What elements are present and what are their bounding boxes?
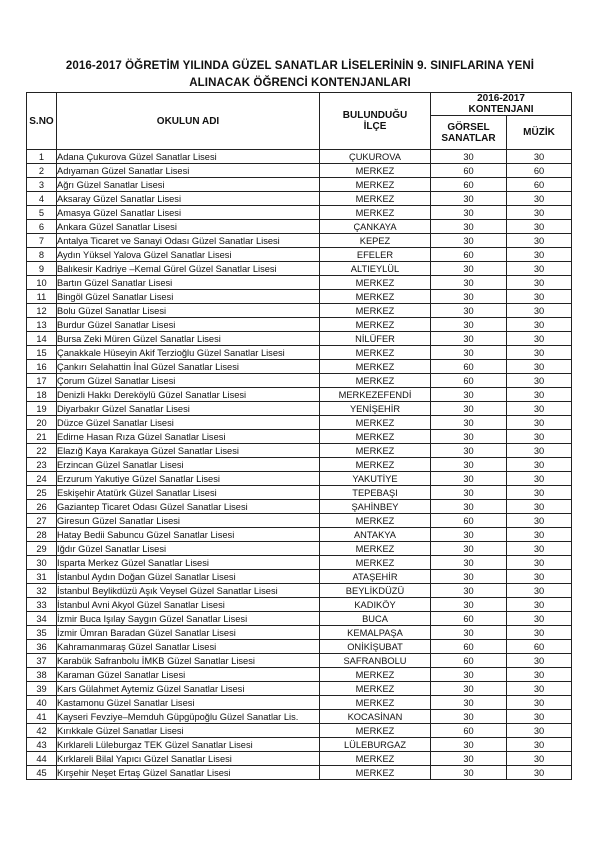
school-name: Ankara Güzel Sanatlar Lisesi: [57, 220, 320, 234]
music-quota: 30: [507, 542, 572, 556]
table-row: [27, 458, 572, 472]
table-row: [27, 514, 572, 528]
visual-arts-quota: 30: [431, 150, 507, 164]
music-quota: 30: [507, 234, 572, 248]
row-number: 34: [27, 612, 57, 626]
visual-arts-quota: 30: [431, 696, 507, 710]
row-number: 31: [27, 570, 57, 584]
school-name: Isparta Merkez Güzel Sanatlar Lisesi: [57, 556, 320, 570]
school-name: Diyarbakır Güzel Sanatlar Lisesi: [57, 402, 320, 416]
music-quota: 30: [507, 584, 572, 598]
district-name: KADIKÖY: [320, 598, 431, 612]
school-name: Ağrı Güzel Sanatlar Lisesi: [57, 178, 320, 192]
row-number: 5: [27, 206, 57, 220]
district-name: MERKEZ: [320, 668, 431, 682]
visual-arts-quota: 30: [431, 388, 507, 402]
school-name: İstanbul Beylikdüzü Aşık Veysel Güzel Sanatlar Lisesi: [57, 584, 320, 598]
visual-arts-quota: 30: [431, 668, 507, 682]
district-name: YAKUTİYE: [320, 472, 431, 486]
district-name: ÇUKUROVA: [320, 150, 431, 164]
music-quota: 30: [507, 472, 572, 486]
district-name: MERKEZ: [320, 430, 431, 444]
school-name: Giresun Güzel Sanatlar Lisesi: [57, 514, 320, 528]
visual-arts-quota: 60: [431, 248, 507, 262]
district-name: MERKEZ: [320, 206, 431, 220]
table-row: [27, 626, 572, 640]
row-number: 44: [27, 752, 57, 766]
row-number: 22: [27, 444, 57, 458]
row-number: 40: [27, 696, 57, 710]
header-sno: S.NO: [27, 93, 57, 150]
music-quota: 30: [507, 150, 572, 164]
school-name: Kırklareli Bilal Yapıcı Güzel Sanatlar Lisesi: [57, 752, 320, 766]
quota-table: [26, 92, 572, 780]
music-quota: 30: [507, 388, 572, 402]
district-name: LÜLEBURGAZ: [320, 738, 431, 752]
row-number: 25: [27, 486, 57, 500]
school-name: Çorum Güzel Sanatlar Lisesi: [57, 374, 320, 388]
school-name: Düzce Güzel Sanatlar Lisesi: [57, 416, 320, 430]
row-number: 1: [27, 150, 57, 164]
district-name: MERKEZ: [320, 542, 431, 556]
music-quota: 60: [507, 164, 572, 178]
visual-arts-quota: 30: [431, 542, 507, 556]
visual-arts-quota: 30: [431, 458, 507, 472]
school-name: Kastamonu Güzel Sanatlar Lisesi: [57, 696, 320, 710]
row-number: 35: [27, 626, 57, 640]
table-row: [27, 248, 572, 262]
district-name: MERKEZ: [320, 416, 431, 430]
visual-arts-quota: 30: [431, 234, 507, 248]
table-row: [27, 178, 572, 192]
visual-arts-quota: 60: [431, 724, 507, 738]
visual-arts-quota: 30: [431, 332, 507, 346]
visual-arts-quota: 60: [431, 514, 507, 528]
music-quota: 30: [507, 192, 572, 206]
school-name: Erzincan Güzel Sanatlar Lisesi: [57, 458, 320, 472]
visual-arts-quota: 30: [431, 682, 507, 696]
visual-arts-quota: 30: [431, 486, 507, 500]
visual-arts-quota: 30: [431, 752, 507, 766]
district-name: MERKEZEFENDİ: [320, 388, 431, 402]
music-quota: 30: [507, 654, 572, 668]
school-name: Iğdır Güzel Sanatlar Lisesi: [57, 542, 320, 556]
table-row: [27, 332, 572, 346]
music-quota: 30: [507, 458, 572, 472]
table-row: [27, 388, 572, 402]
district-name: MERKEZ: [320, 276, 431, 290]
row-number: 21: [27, 430, 57, 444]
school-name: Bolu Güzel Sanatlar Lisesi: [57, 304, 320, 318]
school-name: Erzurum Yakutiye Güzel Sanatlar Lisesi: [57, 472, 320, 486]
table-row: [27, 164, 572, 178]
school-name: Çankırı Selahattin İnal Güzel Sanatlar Lisesi: [57, 360, 320, 374]
table-row: [27, 318, 572, 332]
row-number: 28: [27, 528, 57, 542]
visual-arts-quota: 30: [431, 416, 507, 430]
visual-arts-quota: 60: [431, 178, 507, 192]
music-quota: 30: [507, 668, 572, 682]
music-quota: 30: [507, 276, 572, 290]
district-name: ANTAKYA: [320, 528, 431, 542]
header-district: BULUNDUĞU İLÇE: [320, 93, 431, 150]
school-name: Kırşehir Neşet Ertaş Güzel Sanatlar Lisesi: [57, 766, 320, 780]
school-name: Aksaray Güzel Sanatlar Lisesi: [57, 192, 320, 206]
school-name: Karaman Güzel Sanatlar Lisesi: [57, 668, 320, 682]
music-quota: 30: [507, 360, 572, 374]
music-quota: 60: [507, 178, 572, 192]
table-row: [27, 724, 572, 738]
document-title-line-1: 2016-2017 ÖĞRETİM YILINDA GÜZEL SANATLAR LİSELERİNİN 9. SINIFLARINA YENİ: [65, 60, 535, 72]
table-row: [27, 304, 572, 318]
district-name: EFELER: [320, 248, 431, 262]
row-number: 23: [27, 458, 57, 472]
school-name: Bartın Güzel Sanatlar Lisesi: [57, 276, 320, 290]
table-row: [27, 402, 572, 416]
district-name: KOCASİNAN: [320, 710, 431, 724]
row-number: 32: [27, 584, 57, 598]
district-name: MERKEZ: [320, 360, 431, 374]
table-row: [27, 416, 572, 430]
music-quota: 30: [507, 248, 572, 262]
school-name: Hatay Bedii Sabuncu Güzel Sanatlar Lisesi: [57, 528, 320, 542]
row-number: 27: [27, 514, 57, 528]
header-school-name: OKULUN ADI: [57, 93, 320, 150]
table-row: [27, 696, 572, 710]
table-row: [27, 570, 572, 584]
visual-arts-quota: 30: [431, 318, 507, 332]
music-quota: 30: [507, 444, 572, 458]
district-name: MERKEZ: [320, 696, 431, 710]
table-row: [27, 668, 572, 682]
visual-arts-quota: 30: [431, 346, 507, 360]
table-row: [27, 290, 572, 304]
district-name: MERKEZ: [320, 766, 431, 780]
district-name: MERKEZ: [320, 444, 431, 458]
district-name: MERKEZ: [320, 724, 431, 738]
row-number: 20: [27, 416, 57, 430]
music-quota: 30: [507, 430, 572, 444]
table-row: [27, 472, 572, 486]
school-name: Burdur Güzel Sanatlar Lisesi: [57, 318, 320, 332]
district-name: MERKEZ: [320, 290, 431, 304]
school-name: Çanakkale Hüseyin Akif Terzioğlu Güzel Sanatlar Lisesi: [57, 346, 320, 360]
school-name: Antalya Ticaret ve Sanayi Odası Güzel Sanatlar Lisesi: [57, 234, 320, 248]
visual-arts-quota: 30: [431, 556, 507, 570]
visual-arts-quota: 30: [431, 402, 507, 416]
school-name: Karabük Safranbolu İMKB Güzel Sanatlar Lisesi: [57, 654, 320, 668]
school-name: Adıyaman Güzel Sanatlar Lisesi: [57, 164, 320, 178]
district-name: MERKEZ: [320, 164, 431, 178]
music-quota: 30: [507, 598, 572, 612]
music-quota: 30: [507, 346, 572, 360]
header-visual-arts: GÖRSEL SANATLAR: [431, 116, 507, 150]
row-number: 26: [27, 500, 57, 514]
music-quota: 30: [507, 332, 572, 346]
music-quota: 30: [507, 528, 572, 542]
table-row: [27, 444, 572, 458]
school-name: İzmir Ümran Baradan Güzel Sanatlar Lisesi: [57, 626, 320, 640]
table-row: [27, 710, 572, 724]
district-name: MERKEZ: [320, 192, 431, 206]
music-quota: 30: [507, 752, 572, 766]
district-name: BUCA: [320, 612, 431, 626]
visual-arts-quota: 30: [431, 430, 507, 444]
school-name: Kahramanmaraş Güzel Sanatlar Lisesi: [57, 640, 320, 654]
table-row: [27, 640, 572, 654]
music-quota: 30: [507, 696, 572, 710]
table-row: [27, 612, 572, 626]
row-number: 17: [27, 374, 57, 388]
music-quota: 30: [507, 220, 572, 234]
visual-arts-quota: 30: [431, 220, 507, 234]
music-quota: 60: [507, 640, 572, 654]
school-name: Denizli Hakkı Dereköylü Güzel Sanatlar Lisesi: [57, 388, 320, 402]
table-row: [27, 192, 572, 206]
row-number: 30: [27, 556, 57, 570]
district-name: ONİKİŞUBAT: [320, 640, 431, 654]
music-quota: 30: [507, 570, 572, 584]
school-name: Bingöl Güzel Sanatlar Lisesi: [57, 290, 320, 304]
district-name: MERKEZ: [320, 752, 431, 766]
music-quota: 30: [507, 514, 572, 528]
table-row: [27, 598, 572, 612]
visual-arts-quota: 60: [431, 374, 507, 388]
row-number: 18: [27, 388, 57, 402]
music-quota: 30: [507, 262, 572, 276]
row-number: 8: [27, 248, 57, 262]
district-name: MERKEZ: [320, 514, 431, 528]
visual-arts-quota: 30: [431, 192, 507, 206]
district-name: ATAŞEHİR: [320, 570, 431, 584]
row-number: 13: [27, 318, 57, 332]
row-number: 29: [27, 542, 57, 556]
visual-arts-quota: 30: [431, 276, 507, 290]
district-name: ALTIEYLÜL: [320, 262, 431, 276]
table-row: [27, 738, 572, 752]
music-quota: 30: [507, 724, 572, 738]
table-row: [27, 486, 572, 500]
district-name: MERKEZ: [320, 458, 431, 472]
visual-arts-quota: 30: [431, 766, 507, 780]
row-number: 33: [27, 598, 57, 612]
visual-arts-quota: 60: [431, 360, 507, 374]
document-title-line-2: ALINACAK ÖĞRENCİ KONTENJANLARI: [189, 77, 411, 89]
school-name: İzmir Buca Işılay Saygın Güzel Sanatlar Lisesi: [57, 612, 320, 626]
visual-arts-quota: 30: [431, 444, 507, 458]
visual-arts-quota: 60: [431, 612, 507, 626]
row-number: 36: [27, 640, 57, 654]
row-number: 9: [27, 262, 57, 276]
table-row: [27, 500, 572, 514]
music-quota: 30: [507, 710, 572, 724]
row-number: 4: [27, 192, 57, 206]
music-quota: 30: [507, 766, 572, 780]
music-quota: 30: [507, 416, 572, 430]
row-number: 6: [27, 220, 57, 234]
table-row: [27, 262, 572, 276]
district-name: MERKEZ: [320, 374, 431, 388]
table-row: [27, 276, 572, 290]
table-row: [27, 360, 572, 374]
school-name: Kırklareli Lüleburgaz TEK Güzel Sanatlar Lisesi: [57, 738, 320, 752]
table-row: [27, 556, 572, 570]
row-number: 41: [27, 710, 57, 724]
visual-arts-quota: 30: [431, 738, 507, 752]
school-name: Eskişehir Atatürk Güzel Sanatlar Lisesi: [57, 486, 320, 500]
row-number: 43: [27, 738, 57, 752]
visual-arts-quota: 30: [431, 304, 507, 318]
music-quota: 30: [507, 402, 572, 416]
school-name: Kırıkkale Güzel Sanatlar Lisesi: [57, 724, 320, 738]
music-quota: 30: [507, 682, 572, 696]
row-number: 24: [27, 472, 57, 486]
school-name: Gaziantep Ticaret Odası Güzel Sanatlar Lisesi: [57, 500, 320, 514]
music-quota: 30: [507, 290, 572, 304]
visual-arts-quota: 30: [431, 290, 507, 304]
district-name: ŞAHİNBEY: [320, 500, 431, 514]
visual-arts-quota: 60: [431, 654, 507, 668]
music-quota: 30: [507, 612, 572, 626]
table-row: [27, 654, 572, 668]
header-quota: 2016-2017 KONTENJANI: [431, 93, 572, 116]
table-row: [27, 528, 572, 542]
district-name: MERKEZ: [320, 346, 431, 360]
school-name: Adana Çukurova Güzel Sanatlar Lisesi: [57, 150, 320, 164]
row-number: 45: [27, 766, 57, 780]
row-number: 12: [27, 304, 57, 318]
row-number: 3: [27, 178, 57, 192]
music-quota: 30: [507, 486, 572, 500]
table-body: [27, 150, 572, 780]
table-row: [27, 206, 572, 220]
school-name: Amasya Güzel Sanatlar Lisesi: [57, 206, 320, 220]
row-number: 16: [27, 360, 57, 374]
district-name: MERKEZ: [320, 682, 431, 696]
district-name: KEPEZ: [320, 234, 431, 248]
table-row: [27, 430, 572, 444]
music-quota: 30: [507, 318, 572, 332]
visual-arts-quota: 30: [431, 584, 507, 598]
visual-arts-quota: 30: [431, 206, 507, 220]
district-name: MERKEZ: [320, 304, 431, 318]
visual-arts-quota: 30: [431, 472, 507, 486]
school-name: İstanbul Avni Akyol Güzel Sanatlar Lisesi: [57, 598, 320, 612]
row-number: 11: [27, 290, 57, 304]
table-row: [27, 584, 572, 598]
table-row: [27, 220, 572, 234]
district-name: SAFRANBOLU: [320, 654, 431, 668]
table-row: [27, 374, 572, 388]
row-number: 38: [27, 668, 57, 682]
visual-arts-quota: 30: [431, 626, 507, 640]
school-name: Balıkesir Kadriye –Kemal Gürel Güzel Sanatlar Lisesi: [57, 262, 320, 276]
row-number: 19: [27, 402, 57, 416]
row-number: 14: [27, 332, 57, 346]
table-row: [27, 150, 572, 164]
table-row: [27, 542, 572, 556]
school-name: Edirne Hasan Rıza Güzel Sanatlar Lisesi: [57, 430, 320, 444]
music-quota: 30: [507, 500, 572, 514]
district-name: TEPEBAŞI: [320, 486, 431, 500]
row-number: 10: [27, 276, 57, 290]
music-quota: 30: [507, 626, 572, 640]
table-row: [27, 766, 572, 780]
district-name: MERKEZ: [320, 178, 431, 192]
table-row: [27, 682, 572, 696]
row-number: 39: [27, 682, 57, 696]
row-number: 15: [27, 346, 57, 360]
district-name: YENİŞEHİR: [320, 402, 431, 416]
visual-arts-quota: 30: [431, 500, 507, 514]
district-name: BEYLİKDÜZÜ: [320, 584, 431, 598]
visual-arts-quota: 30: [431, 598, 507, 612]
row-number: 2: [27, 164, 57, 178]
row-number: 7: [27, 234, 57, 248]
visual-arts-quota: 30: [431, 262, 507, 276]
visual-arts-quota: 30: [431, 710, 507, 724]
visual-arts-quota: 60: [431, 640, 507, 654]
table-header: [27, 93, 572, 150]
table-row: [27, 752, 572, 766]
district-name: ÇANKAYA: [320, 220, 431, 234]
district-name: MERKEZ: [320, 318, 431, 332]
music-quota: 30: [507, 556, 572, 570]
music-quota: 30: [507, 738, 572, 752]
music-quota: 30: [507, 304, 572, 318]
music-quota: 30: [507, 206, 572, 220]
school-name: Bursa Zeki Müren Güzel Sanatlar Lisesi: [57, 332, 320, 346]
school-name: Elazığ Kaya Karakaya Güzel Sanatlar Lisesi: [57, 444, 320, 458]
visual-arts-quota: 30: [431, 528, 507, 542]
school-name: Kayseri Fevziye–Memduh Güpgüpoğlu Güzel Sanatlar Lis.: [57, 710, 320, 724]
header-music: MÜZİK: [507, 116, 572, 150]
music-quota: 30: [507, 374, 572, 388]
table-row: [27, 234, 572, 248]
district-name: NİLÜFER: [320, 332, 431, 346]
visual-arts-quota: 60: [431, 164, 507, 178]
school-name: İstanbul Aydın Doğan Güzel Sanatlar Lisesi: [57, 570, 320, 584]
district-name: MERKEZ: [320, 556, 431, 570]
school-name: Kars Gülahmet Aytemiz Güzel Sanatlar Lisesi: [57, 682, 320, 696]
school-name: Aydın Yüksel Yalova Güzel Sanatlar Lisesi: [57, 248, 320, 262]
table-row: [27, 346, 572, 360]
visual-arts-quota: 30: [431, 570, 507, 584]
district-name: KEMALPAŞA: [320, 626, 431, 640]
row-number: 42: [27, 724, 57, 738]
row-number: 37: [27, 654, 57, 668]
